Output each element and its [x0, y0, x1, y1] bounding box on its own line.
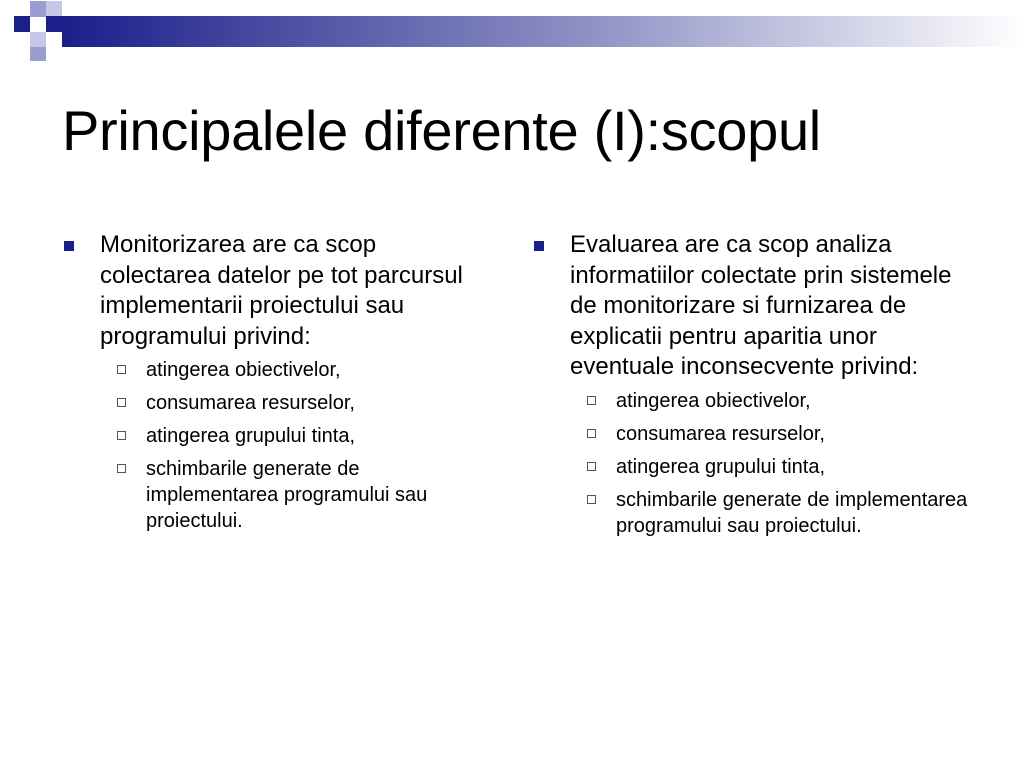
header-decoration: [0, 0, 1024, 64]
hollow-square-bullet-icon: [117, 365, 126, 374]
right-sub-list: [532, 388, 972, 539]
hollow-square-bullet-icon: [117, 431, 126, 440]
right-column: [532, 230, 972, 546]
left-sub-item: atingerea obiectivelor,: [62, 357, 482, 383]
header-square-1: [14, 16, 30, 32]
left-main-point: [62, 230, 482, 352]
header-square-5: [30, 32, 46, 48]
hollow-square-bullet-icon: [117, 398, 126, 407]
header-square-2: [30, 1, 46, 17]
right-sub-item: atingerea obiectivelor,: [532, 388, 972, 414]
header-square-3: [46, 1, 62, 17]
header-square-4: [46, 16, 62, 32]
left-main-text: Monitorizarea are ca scop colectarea datelor pe tot parcursul implementarii proiectului sau programului privind:: [100, 231, 463, 350]
left-sub-item: schimbarile generate de implementarea programului sau proiectului.: [62, 456, 482, 534]
right-sub-item: atingerea grupului tinta,: [532, 454, 972, 480]
hollow-square-bullet-icon: [117, 464, 126, 473]
left-sub-item: atingerea grupului tinta,: [62, 423, 482, 449]
right-main-point: [532, 230, 972, 383]
hollow-square-bullet-icon: [587, 462, 596, 471]
right-sub-item: consumarea resurselor,: [532, 421, 972, 447]
hollow-square-bullet-icon: [587, 396, 596, 405]
square-bullet-icon: [534, 241, 544, 251]
right-sub-item: schimbarile generate de implementarea programului sau proiectului.: [532, 487, 972, 539]
header-square-6: [30, 47, 46, 61]
hollow-square-bullet-icon: [587, 429, 596, 438]
left-sub-list: [62, 357, 482, 534]
hollow-square-bullet-icon: [587, 495, 596, 504]
left-column: [62, 230, 482, 541]
left-sub-item: consumarea resurselor,: [62, 390, 482, 416]
right-main-text: Evaluarea are ca scop analiza informatiilor colectate prin sistemele de monitorizare si furnizarea de explicatii pentru aparitia unor eventuale inconsecvente privind:: [570, 231, 952, 380]
header-gradient-band: [62, 16, 1024, 47]
square-bullet-icon: [64, 241, 74, 251]
slide-title: Principalele diferente (I):scopul: [62, 99, 821, 162]
